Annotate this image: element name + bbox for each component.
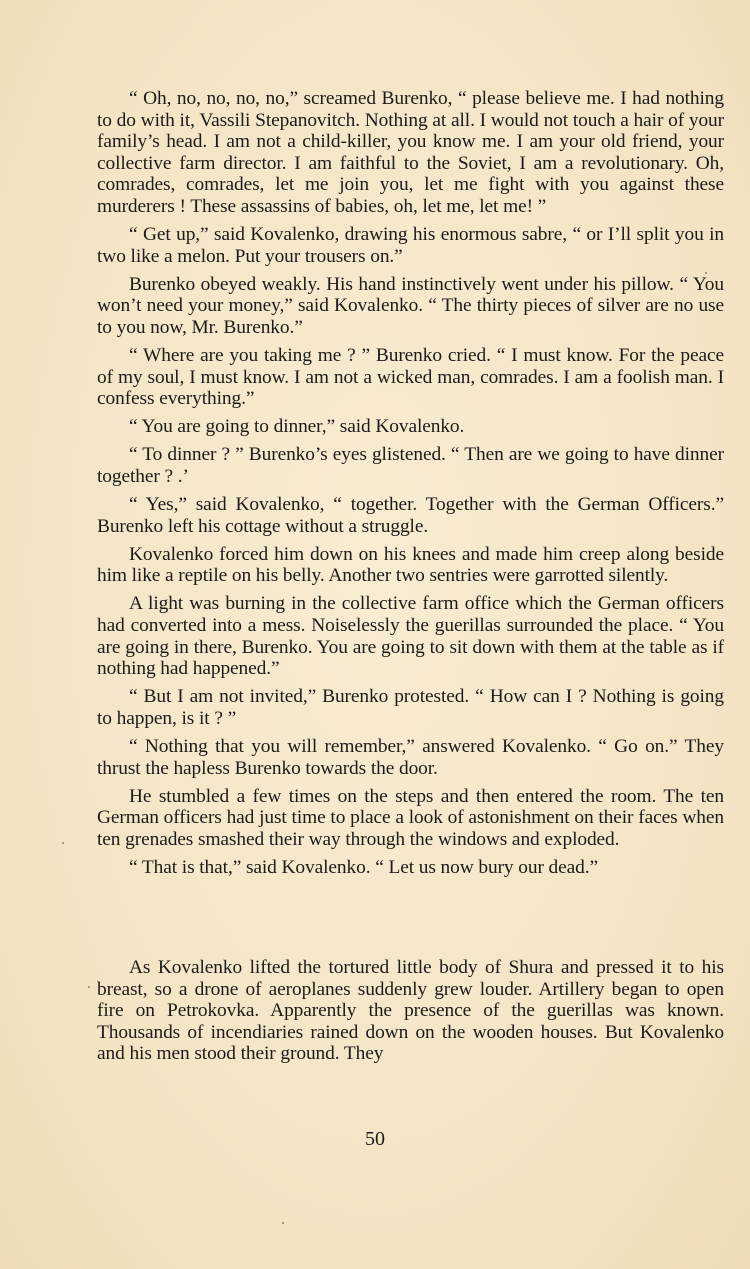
page-number: 50 <box>365 1128 385 1150</box>
paragraph: He stumbled a few times on the steps and then entered the room. The ten German officers had just time to place a look of astonishment on their faces when ten grenades smashed their way through the windows and exploded. <box>97 785 724 850</box>
paragraph: “ That is that,” said Kovalenko. “ Let us now bury our dead.” <box>129 857 599 878</box>
paragraph: “ Nothing that you will remember,” answered Kovalenko. “ Go on.” They thrust the hapless Burenko towards the door. <box>97 736 724 779</box>
paper-speck <box>88 986 90 988</box>
paragraph: “ But I am not invited,” Burenko protested. “ How can I ? Nothing is going to happen, is it ? ” <box>97 686 724 729</box>
paragraph: Kovalenko forced him down on his knees and made him creep along beside him like a reptile on his belly. Another two sentries were garrotted silently. <box>97 543 724 587</box>
paragraph: “ Yes,” said Kovalenko, “ together. Together with the German Officers.” Burenko left his cottage without a struggle. <box>97 494 724 537</box>
paragraph: “ Get up,” said Kovalenko, drawing his enormous sabre, “ or I’ll split you in two like a melon. Put your trousers on.” <box>97 224 724 267</box>
paragraph: A light was burning in the collective farm office which the German officers had converted into a mess. Noiselessly the guerillas surrounded the place. “ You are going in there, Burenko. You are going to sit down with them at the table as if nothing had happened.” <box>97 593 724 680</box>
paper-speck <box>705 272 707 274</box>
body-text <box>97 88 724 1072</box>
paper-speck <box>62 842 64 844</box>
paragraph: “ You are going to dinner,” said Kovalenko. <box>129 416 465 438</box>
paragraph: Burenko obeyed weakly. His hand instinctively went under his pillow. “ You won’t need your money,” said Kovalenko. “ The thirty pieces of silver are no use to you now, Mr. Burenko.” <box>97 273 724 338</box>
paragraph: “ To dinner ? ” Burenko’s eyes glistened. “ Then are we going to have dinner together ? .’ <box>97 444 724 487</box>
paragraph: “ Where are you taking me ? ” Burenko cried. “ I must know. For the peace of my soul, I must know. I am not a wicked man, comrades. I am a foolish man. I confess everything.” <box>97 345 724 410</box>
paper-speck <box>282 1222 284 1224</box>
paragraph: As Kovalenko lifted the tortured little body of Shura and pressed it to his breast, so a drone of aeroplanes suddenly grew louder. Artillery began to open fire on Petrokovka. Apparently the presence of the guerillas was known. Thousands of incendiaries rained down on the wooden houses. But Kovalenko and his men stood their ground. They <box>97 957 724 1065</box>
section-break <box>97 885 724 957</box>
paragraph: “ Oh, no, no, no, no,” screamed Burenko, “ please believe me. I had nothing to do with it, Vassili Stepanovitch. Nothing at all. I would not touch a hair of your family’s head. I am not a child-killer, you know me. I am your old friend, your collective farm director. I am faithful to the Soviet, I am a revolutionary. Oh, comrades, comrades, let me join you, let me fight with you against these murderers ! These assassins of babies, oh, let me, let me! ” <box>97 88 724 217</box>
